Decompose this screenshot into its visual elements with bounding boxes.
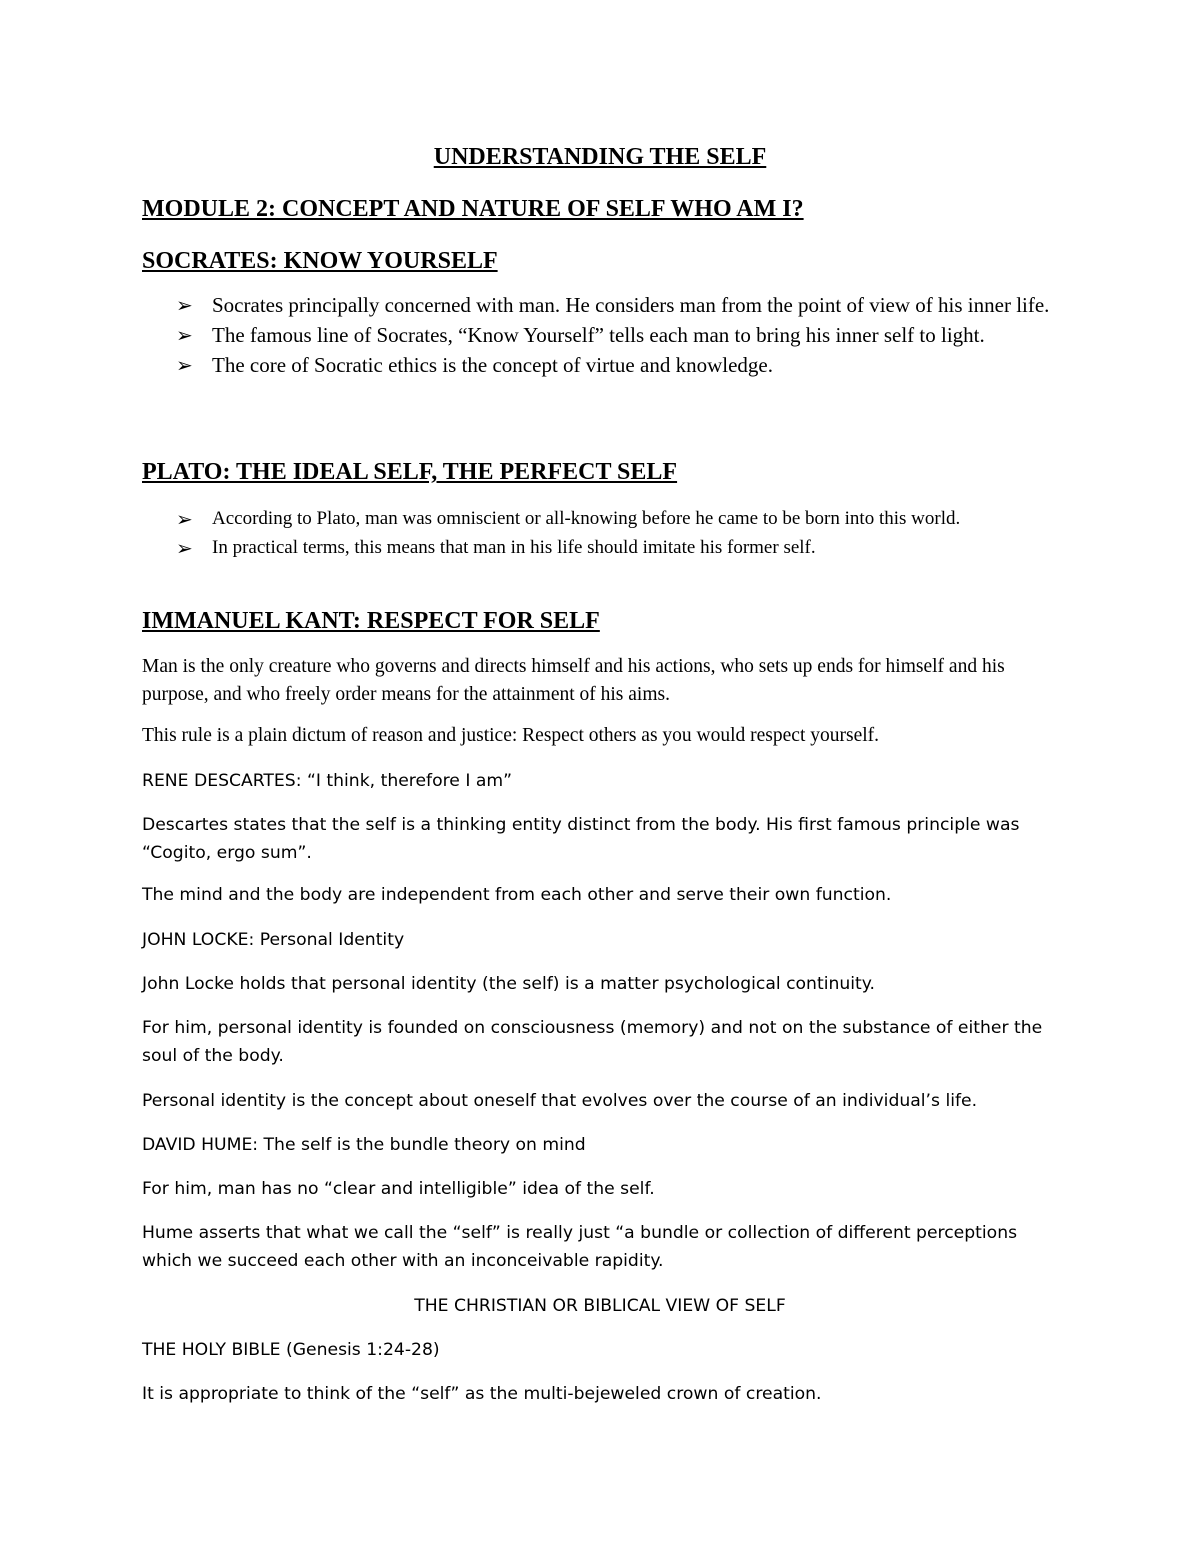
arrow-bullet-icon: ➢ [176, 323, 193, 347]
list-item: ➢ In practical terms, this means that man in his life should imitate his former self. [176, 536, 816, 560]
list-item: ➢ The core of Socratic ethics is the concept of virtue and knowledge. [176, 353, 773, 377]
document-title: UNDERSTANDING THE SELF [433, 144, 767, 170]
kant-paragraph-1: Man is the only creature who governs and directs himself and his actions, who sets up ends for himself and his purpose, and who freely order means for the attainment of his aims. [142, 656, 1005, 705]
locke-paragraph-3: Personal identity is the concept about oneself that evolves over the course of an individual’s life. [142, 1091, 978, 1111]
arrow-bullet-icon: ➢ [176, 507, 193, 531]
locke-paragraph-2: For him, personal identity is founded on consciousness (memory) and not on the substance of either the soul of the body. [142, 1018, 1043, 1066]
christian-heading: THE CHRISTIAN OR BIBLICAL VIEW OF SELF [414, 1296, 786, 1316]
socrates-heading: SOCRATES: KNOW YOURSELF [142, 248, 498, 274]
list-item: ➢ According to Plato, man was omniscient or all-knowing before he came to be born into this world. [176, 507, 961, 531]
locke-paragraph-1: John Locke holds that personal identity (the self) is a matter psychological continuity. [142, 974, 875, 994]
socrates-bullet-list [176, 291, 1066, 381]
module-heading: MODULE 2: CONCEPT AND NATURE OF SELF WHO AM I? [142, 196, 804, 222]
plato-heading: PLATO: THE IDEAL SELF, THE PERFECT SELF [142, 459, 678, 485]
arrow-bullet-icon: ➢ [176, 293, 193, 317]
hume-paragraph-1: For him, man has no “clear and intelligible” idea of the self. [142, 1179, 655, 1199]
kant-paragraph-2: This rule is a plain dictum of reason and justice: Respect others as you would respect yourself. [142, 725, 880, 746]
hume-heading: DAVID HUME: The self is the bundle theory on mind [142, 1135, 586, 1155]
descartes-heading: RENE DESCARTES: “I think, therefore I am” [142, 771, 513, 791]
descartes-paragraph-2: The mind and the body are independent from each other and serve their own function. [142, 885, 892, 905]
arrow-bullet-icon: ➢ [176, 536, 193, 560]
plato-bullet-list [176, 505, 1066, 563]
christian-paragraph: It is appropriate to think of the “self” as the multi-bejeweled crown of creation. [142, 1384, 822, 1404]
hume-paragraph-2: Hume asserts that what we call the “self” is really just “a bundle or collection of different perceptions which we succeed each other with an inconceivable rapidity. [142, 1223, 1018, 1271]
locke-heading: JOHN LOCKE: Personal Identity [142, 930, 405, 950]
bible-subheading: THE HOLY BIBLE (Genesis 1:24-28) [142, 1340, 440, 1360]
arrow-bullet-icon: ➢ [176, 353, 193, 377]
list-item: ➢ The famous line of Socrates, “Know Yourself” tells each man to bring his inner self to light. [176, 323, 985, 347]
kant-heading: IMMANUEL KANT: RESPECT FOR SELF [142, 608, 600, 634]
descartes-paragraph-1: Descartes states that the self is a thinking entity distinct from the body. His first famous principle was “Cogito, ergo sum”. [142, 815, 1020, 863]
list-item: ➢ Socrates principally concerned with man. He considers man from the point of view of his inner life. [176, 293, 1050, 317]
